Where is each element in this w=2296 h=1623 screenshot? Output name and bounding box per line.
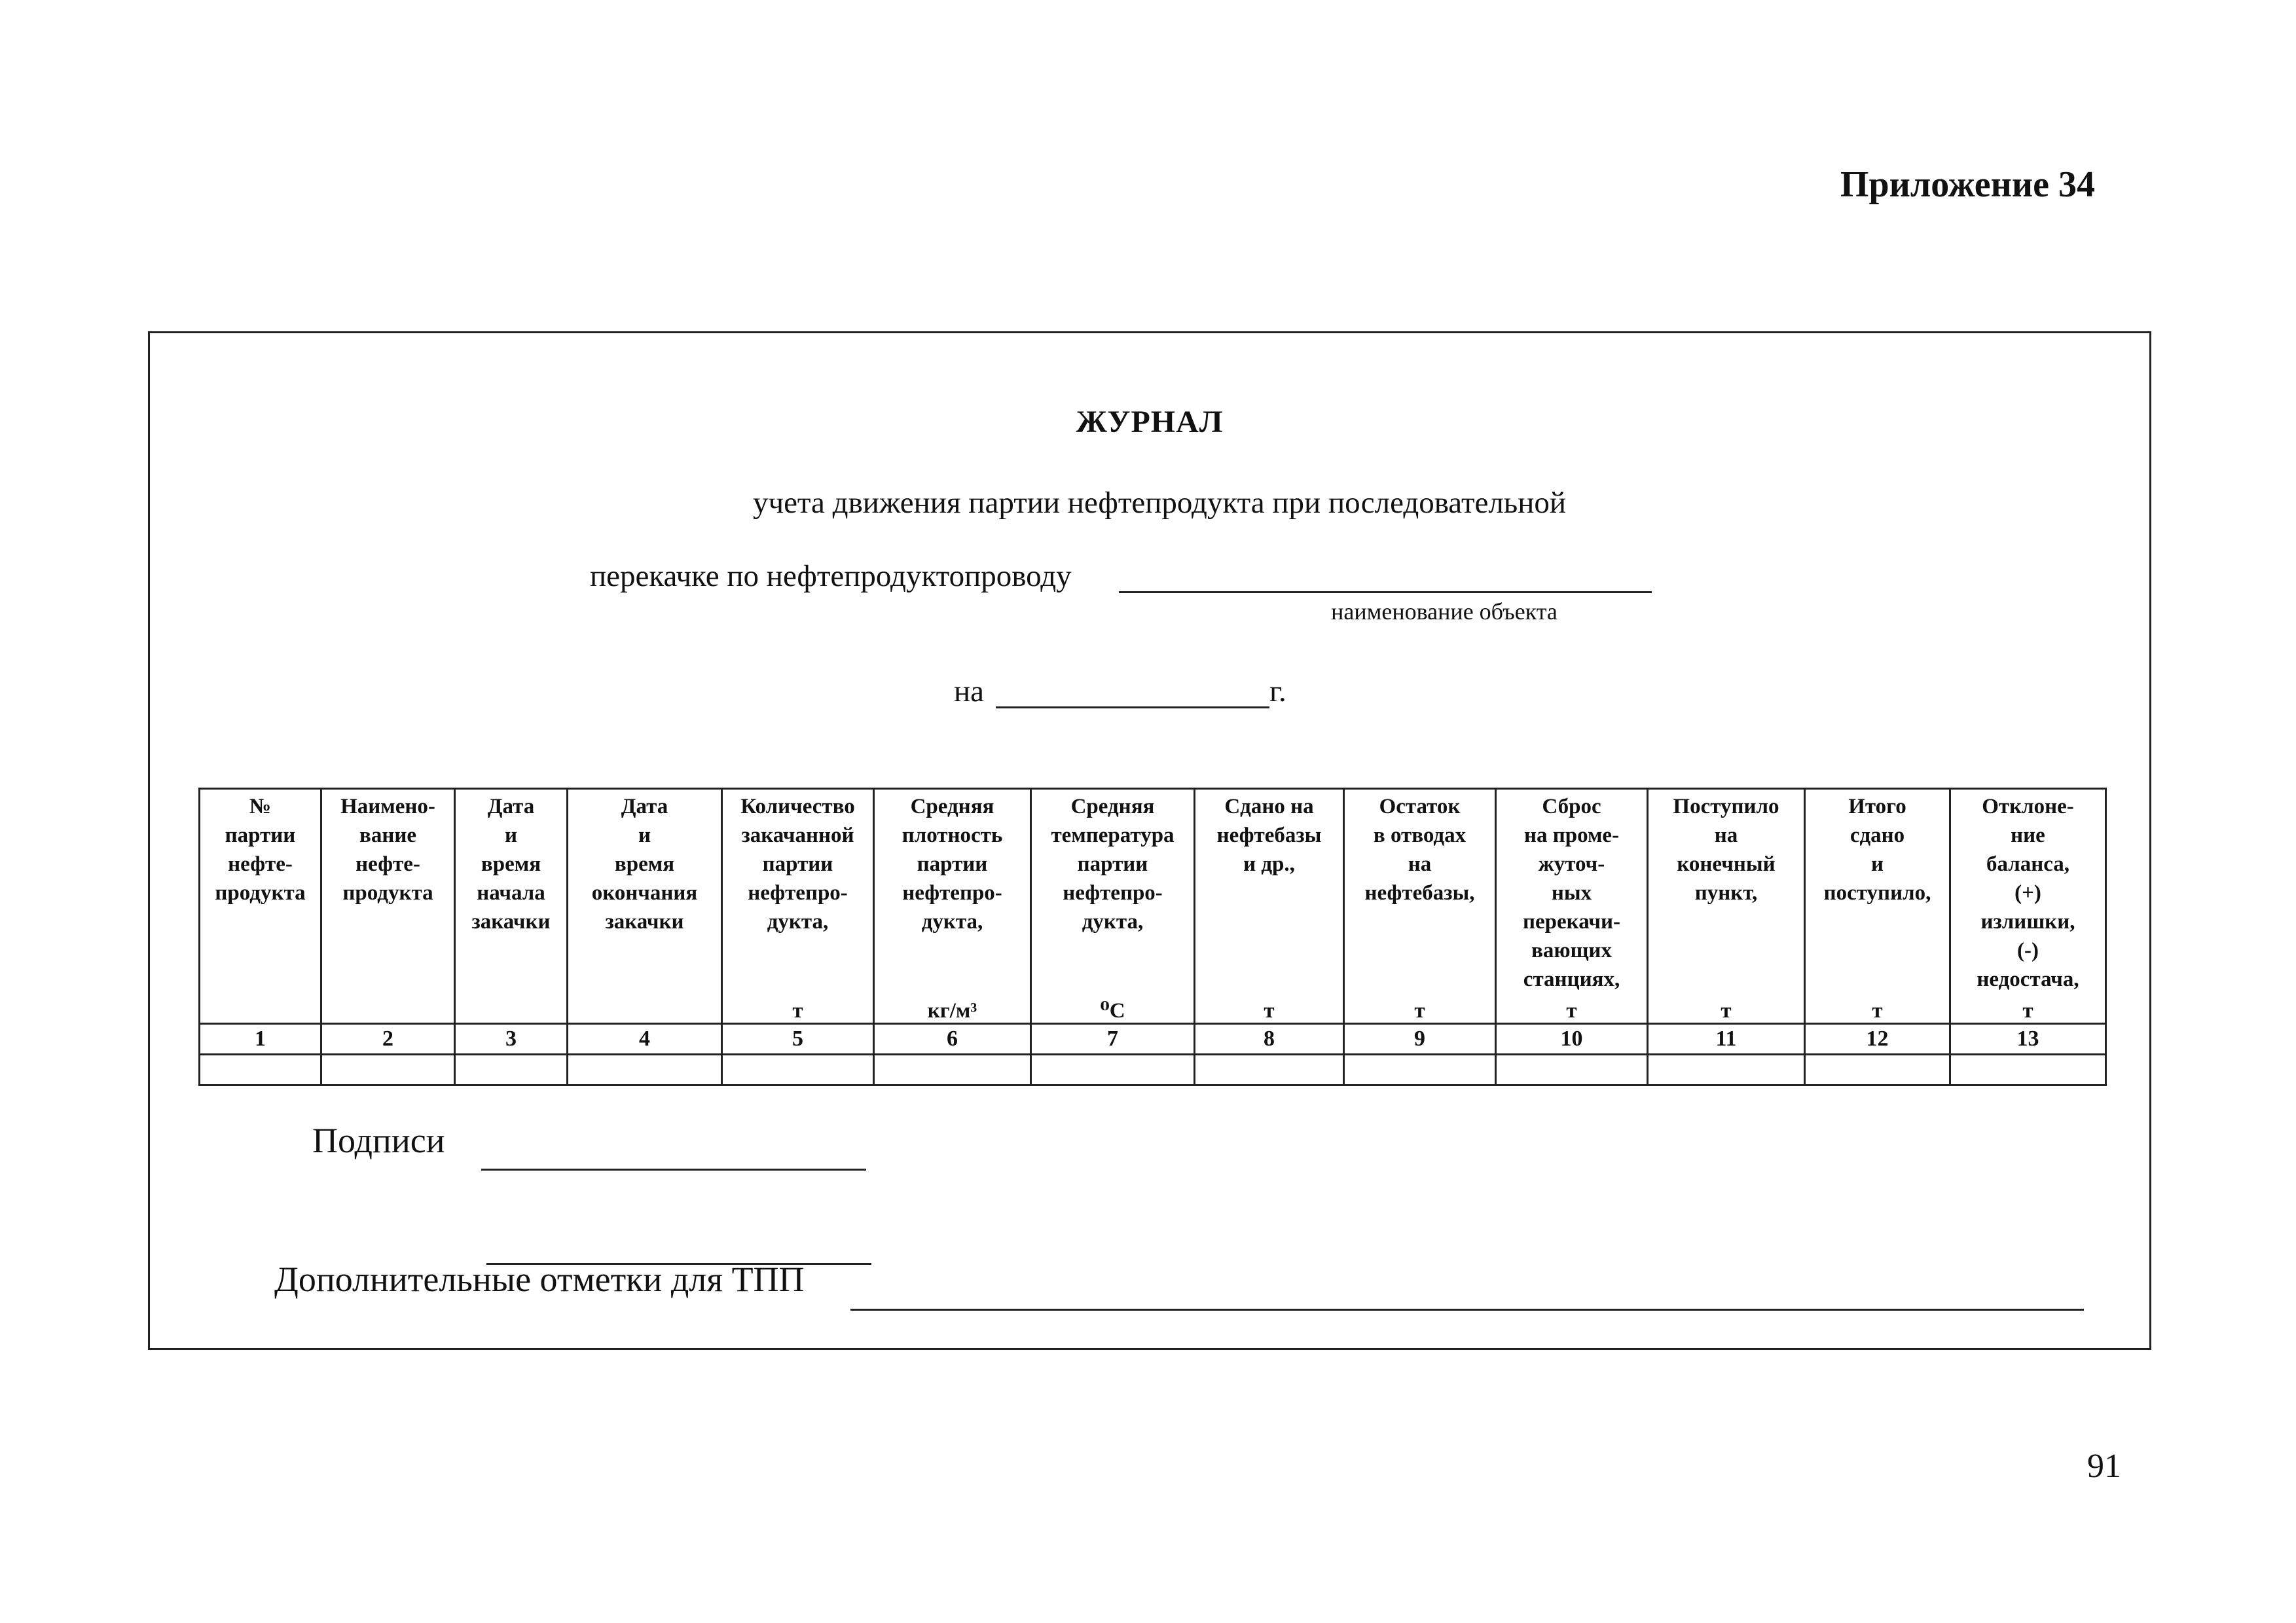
column-number-row [200,1024,2106,1055]
extra-notes-label: Дополнительные отметки для ТПП [274,1260,805,1299]
year-field[interactable] [996,706,1269,708]
column-header: Сдано на нефтебазы и др., т [1195,789,1344,1024]
column-number: 3 [455,1024,568,1055]
table-cell[interactable] [1496,1055,1648,1085]
column-header: Отклоне- ние баланса, (+) излишки, (-) недостача, т [1950,789,2106,1024]
column-header: Остаток в отводах на нефтебазы, т [1344,789,1496,1024]
form-subtitle-line1: учета движения партии нефтепродукта при последовательной [752,486,1567,520]
table-cell[interactable] [874,1055,1031,1085]
column-number: 6 [874,1024,1031,1055]
table-cell[interactable] [200,1055,321,1085]
column-header: Количество закачанной партии нефтепро- дукта, т [722,789,874,1024]
column-header: Поступило на конечный пункт, т [1648,789,1805,1024]
journal-form [148,331,2151,1350]
extra-notes-field[interactable] [850,1309,2084,1311]
year-suffix-label: г. [1269,674,1286,708]
table-header-row [200,789,2106,1024]
object-name-field[interactable] [1119,591,1652,593]
appendix-label: Приложение 34 [1840,164,2095,205]
column-number: 13 [1950,1024,2106,1055]
table-cell[interactable] [1805,1055,1950,1085]
table-cell[interactable] [568,1055,722,1085]
column-header: Сброс на проме- жуточ- ных перекачи- вающих станциях, т [1496,789,1648,1024]
column-number: 8 [1195,1024,1344,1055]
table-row [200,1055,2106,1085]
table-cell[interactable] [321,1055,455,1085]
signature-field-1[interactable] [481,1169,866,1171]
column-number: 2 [321,1024,455,1055]
column-number: 4 [568,1024,722,1055]
journal-table [198,788,2107,1086]
column-number: 9 [1344,1024,1496,1055]
column-header: Дата и время начала закачки [455,789,568,1024]
column-number: 1 [200,1024,321,1055]
table-cell[interactable] [1648,1055,1805,1085]
column-header: № партии нефте- продукта [200,789,321,1024]
table-cell[interactable] [1344,1055,1496,1085]
column-number: 7 [1031,1024,1195,1055]
table-cell[interactable] [455,1055,568,1085]
column-header: Дата и время окончания закачки [568,789,722,1024]
year-prefix-label: на [954,674,985,708]
column-number: 5 [722,1024,874,1055]
table-cell[interactable] [1950,1055,2106,1085]
column-number: 11 [1648,1024,1805,1055]
table-cell[interactable] [1031,1055,1195,1085]
page-number: 91 [2087,1448,2121,1485]
column-header: Средняя плотность партии нефтепро- дукта, кг/м³ [874,789,1031,1024]
form-title: ЖУРНАЛ [1076,405,1224,439]
column-header: Наимено- вание нефте- продукта [321,789,455,1024]
table-cell[interactable] [722,1055,874,1085]
column-header: Итого сдано и поступило, т [1805,789,1950,1024]
table-cell[interactable] [1195,1055,1344,1085]
column-number: 12 [1805,1024,1950,1055]
column-header: Средняя температура партии нефтепро- дукта, ⁰С [1031,789,1195,1024]
object-name-hint: наименование объекта [1331,598,1558,625]
signatures-label: Подписи [312,1121,445,1160]
column-number: 10 [1496,1024,1648,1055]
form-subtitle-line2: перекачке по нефтепродуктопроводу [590,559,1072,593]
